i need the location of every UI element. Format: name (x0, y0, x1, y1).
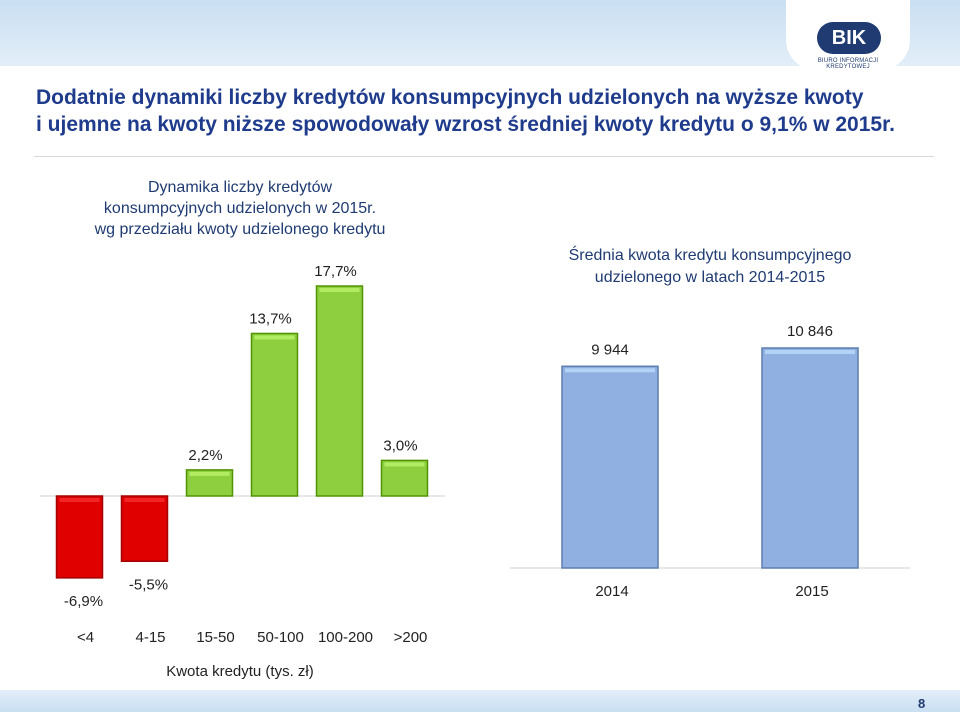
chart-growth-bar (252, 333, 298, 496)
chart-average-bar (762, 348, 858, 568)
chart-growth-data-label: 3,0% (383, 437, 418, 455)
bik-logo: BIK (817, 22, 881, 54)
chart-growth-category-label: 50-100 (257, 629, 304, 646)
chart-growth-category-label: 100-200 (317, 629, 374, 646)
chart-growth-title-line: wg przedziału kwoty udzielonego kredytu (94, 221, 386, 238)
chart-average-category-label: 2015 (795, 583, 829, 600)
chart-growth-data-label: 13,7% (249, 310, 292, 328)
chart-average-bar-highlight (765, 350, 855, 354)
chart-average-category-label: 2014 (595, 583, 629, 600)
chart-growth-data-label: 17,7% (314, 263, 357, 280)
chart-growth-bar (122, 496, 168, 561)
chart-growth-bar (57, 496, 103, 578)
chart-average-title-line: Średnia kwota kredytu konsumpcyjnego (568, 247, 852, 264)
chart-average-amount (500, 230, 940, 690)
chart-growth-xlabel: Kwota kredytu (tys. zł) (166, 663, 314, 680)
chart-growth-bar-highlight (60, 498, 100, 502)
chart-growth-bar (317, 286, 363, 496)
chart-growth-bar-highlight (255, 335, 295, 339)
page-number: 8 (918, 696, 926, 711)
chart-growth-data-label: 2,2% (188, 446, 223, 464)
chart-growth-bar-highlight (190, 472, 230, 476)
chart-average-bar (562, 366, 658, 568)
chart-average-title (569, 245, 852, 286)
chart-average-bar-highlight (565, 368, 655, 372)
footer-band (0, 690, 960, 712)
chart-growth-by-amount (0, 160, 480, 690)
chart-average-data-label: 9 944 (591, 341, 629, 359)
chart-growth-title-line: Dynamika liczby kredytów (147, 179, 333, 196)
logo-subtitle: BIURO INFORMACJI KREDYTOWEJ (817, 58, 879, 70)
chart-growth-bar-highlight (320, 288, 360, 292)
chart-growth-category-label: 4-15 (135, 629, 166, 646)
chart-growth-title-line: konsumpcyjnych udzielonych w 2015r. (103, 200, 377, 217)
chart-growth-category-label: >200 (393, 629, 428, 646)
headline-line-1: Dodatnie dynamiki liczby kredytów konsumpcyjnych udzielonych na wyższe kwoty (36, 86, 864, 109)
headline-line-2: i ujemne na kwoty niższe spowodowały wzrost średniej kwoty kredytu o 9,1% w 2015r. (36, 113, 895, 136)
chart-growth-bar-highlight (385, 462, 425, 466)
chart-growth-data-label: -5,5% (128, 576, 169, 594)
chart-growth-category-label: <4 (76, 629, 95, 646)
chart-average-title-line: udzielonego w latach 2014-2015 (594, 269, 826, 286)
chart-growth-bar-highlight (125, 498, 165, 502)
divider (34, 156, 934, 157)
chart-growth-category-label: 15-50 (196, 629, 235, 646)
chart-average-data-label: 10 846 (787, 323, 833, 340)
chart-growth-data-label: -6,9% (63, 592, 104, 610)
chart-growth-title (94, 179, 386, 238)
headline (36, 84, 916, 138)
